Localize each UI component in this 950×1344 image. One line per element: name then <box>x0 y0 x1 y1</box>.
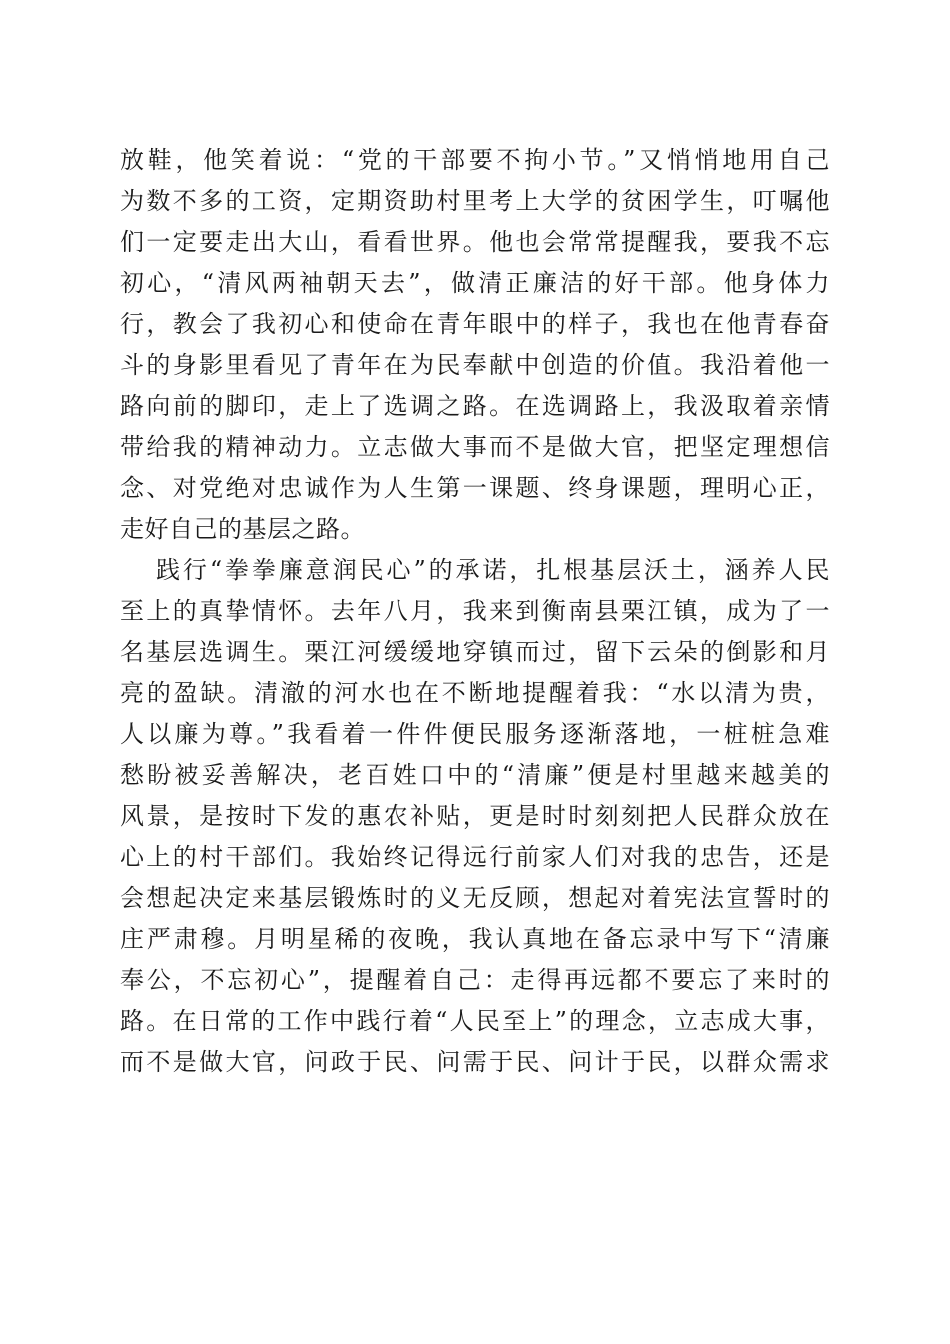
text-line: 行，教会了我初心和使命在青年眼中的样子，我也在他青春奋 <box>120 310 830 338</box>
text-line: 斗的身影里看见了青年在为民奉献中创造的价值。我沿着他一 <box>120 351 830 379</box>
text-line: 亮的盈缺。清澈的河水也在不断地提醒着我：“水以清为贵， <box>120 679 830 707</box>
text-line: 路向前的脚印，走上了选调之路。在选调路上，我汲取着亲情 <box>120 392 830 420</box>
text-line: 风景，是按时下发的惠农补贴，更是时时刻刻把人民群众放在 <box>120 802 830 830</box>
text-line: 会想起决定来基层锻炼时的义无反顾，想起对着宪法宣誓时的 <box>120 884 830 912</box>
text-line: 为数不多的工资，定期资助村里考上大学的贫困学生，叮嘱他 <box>120 187 830 215</box>
text-line: 愁盼被妥善解决，老百姓口中的“清廉”便是村里越来越美的 <box>120 761 830 789</box>
paragraph-1 <box>120 140 830 550</box>
text-line: 践行“拳拳廉意润民心”的承诺，扎根基层沃土，涵养人民 <box>156 556 830 584</box>
document-body <box>120 140 830 1083</box>
text-line: 初心，“清风两袖朝天去”，做清正廉洁的好干部。他身体力 <box>120 269 830 297</box>
text-line: 名基层选调生。栗江河缓缓地穿镇而过，留下云朵的倒影和月 <box>120 638 830 666</box>
paragraph-2 <box>120 550 830 1083</box>
text-line: 路。在日常的工作中践行着“人民至上”的理念，立志成大事， <box>120 1007 830 1035</box>
text-line: 念、对党绝对忠诚作为人生第一课题、终身课题，理明心正， <box>120 474 830 502</box>
text-line: 走好自己的基层之路。 <box>120 515 365 543</box>
text-line: 庄严肃穆。月明星稀的夜晚，我认真地在备忘录中写下“清廉 <box>120 925 830 953</box>
text-line: 放鞋，他笑着说：“党的干部要不拘小节。”又悄悄地用自己 <box>120 146 830 174</box>
text-line: 人以廉为尊。”我看着一件件便民服务逐渐落地，一桩桩急难 <box>120 720 830 748</box>
text-line: 心上的村干部们。我始终记得远行前家人们对我的忠告，还是 <box>120 843 830 871</box>
text-line: 至上的真挚情怀。去年八月，我来到衡南县栗江镇，成为了一 <box>120 597 830 625</box>
text-line: 带给我的精神动力。立志做大事而不是做大官，把坚定理想信 <box>120 433 830 461</box>
text-line: 们一定要走出大山，看看世界。他也会常常提醒我，要我不忘 <box>120 228 830 256</box>
text-line: 奉公，不忘初心”，提醒着自己：走得再远都不要忘了来时的 <box>120 966 830 994</box>
text-line: 而不是做大官，问政于民、问需于民、问计于民，以群众需求 <box>120 1048 830 1076</box>
